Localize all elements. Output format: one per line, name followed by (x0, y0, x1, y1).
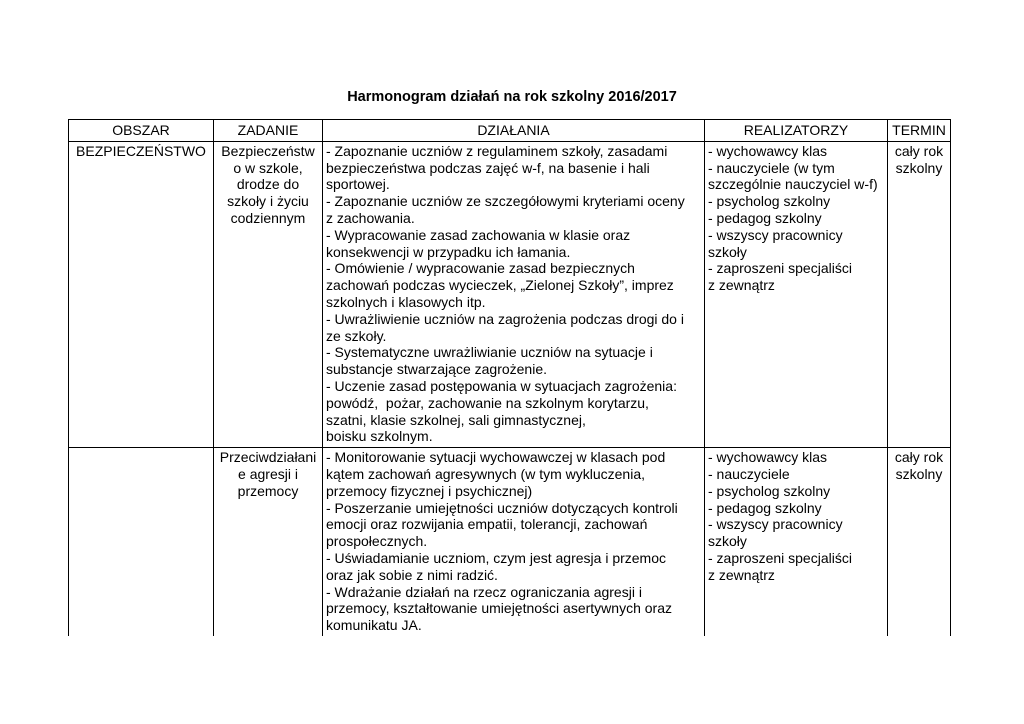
action-line: - Omówienie / wypracowanie zasad bezpiecznych (326, 260, 635, 277)
executor-line: - pedagog szkolny (708, 499, 822, 516)
term-cell (888, 141, 951, 447)
action-line: emocji oraz rozwijania empatii, tolerancji, zachowań (326, 516, 648, 533)
actions-cell (323, 141, 705, 447)
executor-line: - psycholog szkolny (708, 193, 831, 210)
term-line: cały rok (894, 142, 944, 159)
executor-line: - nauczyciele (708, 465, 790, 482)
action-line: przemocy, kształtowanie umiejętności asertywnych oraz (326, 600, 672, 617)
task-cell (214, 448, 323, 636)
executor-line: - pedagog szkolny (708, 209, 822, 226)
header-actions: DZIAŁANIA (323, 120, 705, 142)
action-line: - Zapoznanie uczniów ze szczegółowymi kryteriami oceny (326, 193, 685, 210)
action-line: szatni, klasie szkolnej, sali gimnastycznej, (326, 411, 586, 428)
action-line: sportowej. (326, 176, 390, 193)
header-task: ZADANIE (214, 120, 323, 142)
action-line: zachowań podczas wycieczek, „Zielonej Szkoły”, imprez (326, 277, 674, 294)
action-line: - Wdrażanie działań na rzecz ograniczania agresji i (326, 583, 642, 600)
executor-line: z zewnątrz (708, 277, 775, 294)
action-line: - Systematyczne uwrażliwianie uczniów na sytuacje i (326, 344, 653, 361)
table-row (69, 448, 951, 636)
action-line: - Uwrażliwienie uczniów na zagrożenia podczas drogi do i (326, 310, 684, 327)
action-line: prospołecznych. (326, 533, 428, 550)
action-line: - Wypracowanie zasad zachowania w klasie oraz (326, 226, 631, 243)
actions-cell (323, 448, 705, 636)
action-line: - Zapoznanie uczniów z regulaminem szkoły, zasadami (326, 142, 668, 159)
table-header-row (69, 120, 951, 142)
executor-line: szkoły (708, 533, 747, 550)
action-line: oraz jak sobie z nimi radzić. (326, 566, 498, 583)
action-line: substancje stwarzające zagrożenie. (326, 361, 548, 378)
area-cell: BEZPIECZEŃSTWO (69, 141, 214, 447)
executors-cell (705, 448, 888, 636)
action-line: komunikatu JA. (326, 617, 422, 634)
action-line: boisku szkolnym. (326, 428, 433, 445)
executor-line: - nauczyciele (w tym (708, 159, 835, 176)
action-line: - Uświadamianie uczniom, czym jest agresja i przemoc (326, 549, 666, 566)
action-line: kątem zachowań agresywnych (w tym wykluczenia, (326, 465, 646, 482)
action-line: konsekwencji w przypadku ich łamania. (326, 243, 571, 260)
executor-line: - wszyscy pracownicy (708, 226, 843, 243)
header-executors: REALIZATORZY (705, 120, 888, 142)
header-term: TERMIN (888, 120, 951, 142)
header-area: OBSZAR (69, 120, 214, 142)
action-line: przemocy fizycznej i psychicznej) (326, 482, 533, 499)
action-line: bezpieczeństwa podczas zajęć w-f, na basenie i hali (326, 159, 650, 176)
task-cell (214, 141, 323, 447)
executor-line: z zewnątrz (708, 566, 775, 583)
term-line: szkolny (895, 465, 943, 482)
page-title: Harmonogram działań na rok szkolny 2016/2017 (347, 89, 677, 105)
action-line: powódź, pożar, zachowanie na szkolnym korytarzu, (326, 394, 649, 411)
term-cell (888, 448, 951, 636)
task-line: przemocy (237, 482, 299, 499)
schedule-table (68, 119, 951, 636)
task-line: Przeciwdziałani (219, 449, 317, 466)
task-line: codziennym (230, 209, 306, 226)
executor-line: - psycholog szkolny (708, 482, 831, 499)
action-line: szkolnych i klasowych itp. (326, 293, 486, 310)
area-cell (69, 448, 214, 636)
executor-line: - zaproszeni specjaliści (708, 549, 852, 566)
executor-line: szczególnie nauczyciel w-f) (708, 176, 878, 193)
action-line: - Poszerzanie umiejętności uczniów dotyczących kontroli (326, 499, 678, 516)
task-line: Bezpieczeństw (221, 142, 315, 159)
executor-line: szkoły (708, 243, 747, 260)
executor-line: - wszyscy pracownicy (708, 516, 843, 533)
action-line: z zachowania. (326, 209, 415, 226)
executor-line: - wychowawcy klas (708, 142, 828, 159)
table-row (69, 141, 951, 447)
executor-line: - zaproszeni specjaliści (708, 260, 852, 277)
action-line: - Uczenie zasad postępowania w sytuacjach zagrożenia: (326, 377, 677, 394)
action-line: - Monitorowanie sytuacji wychowawczej w klasach pod (326, 449, 666, 466)
executor-line: - wychowawcy klas (708, 449, 828, 466)
task-line: e agresji i (238, 465, 298, 482)
term-line: cały rok (894, 449, 944, 466)
term-line: szkolny (895, 159, 943, 176)
executors-cell (705, 141, 888, 447)
task-line: o w szkole, (233, 159, 303, 176)
action-line: ze szkoły. (326, 327, 387, 344)
task-line: drodze do (236, 176, 300, 193)
task-line: szkoły i życiu (227, 193, 309, 210)
